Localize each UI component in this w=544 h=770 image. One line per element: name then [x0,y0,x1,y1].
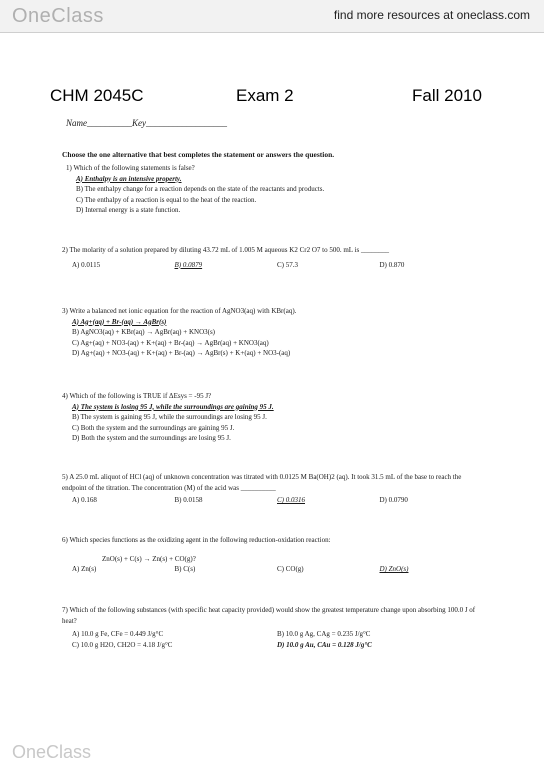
option-c: C) 10.0 g H2O, CH2O = 4.18 J/g°C [72,640,173,649]
reaction-equation: ZnO(s) + C(s) → Zn(s) + CO(g)? [102,554,196,563]
option-b: B) The enthalpy change for a reaction depends on the state of the reactants and products. [76,185,325,193]
option-b: B) C(s) [174,565,196,573]
option-d: D) Both the system and the surroundings are losing 95 J. [72,434,231,442]
option-a: A) 0.168 [72,496,97,504]
option-c: C) Ag+(aq) + NO3-(aq) + K+(aq) + Br-(aq) → AgBr(aq) + KNO3(aq) [72,338,269,347]
oneclass-logo[interactable]: OneClass [12,5,104,27]
option-a: A) The system is losing 95 J, while the surroundings are gaining 95 J. [72,402,274,411]
option-b: B) 0.0879 [174,260,203,269]
exam-title: Exam 2 [236,86,294,105]
option-b: B) 10.0 g Ag, CAg = 0.235 J/g°C [277,630,371,638]
option-c: C) The enthalpy of a reaction is equal to the heat of the reaction. [76,195,257,204]
option-d: D) Ag+(aq) + NO3-(aq) + K+(aq) + Br-(aq) → AgBr(s) + K+(aq) + NO3-(aq) [72,349,291,357]
question-stem: 6) Which species functions as the oxidizing agent in the following reduction-oxidation reaction: [62,536,331,544]
question-2 [62,245,482,270]
question-7 [62,605,482,650]
question-6 [62,535,482,575]
question-stem: 4) Which of the following is TRUE if ΔEsys = -95 J? [62,392,212,400]
option-c: C) Both the system and the surroundings are gaining 95 J. [72,423,235,432]
option-b: B) The system is gaining 95 J, while the surroundings are losing 95 J. [72,413,267,421]
option-d: D) 0.870 [379,260,405,269]
option-d: D) ZnO(s) [379,565,409,573]
instructions: Choose the one alternative that best completes the statement or answers the question. [62,150,335,159]
option-c: C) CO(g) [277,565,304,573]
option-a: A) Enthalpy is an intensive property. [76,174,182,183]
option-a: A) Ag+(aq) + Br-(aq) → AgBr(s) [72,317,167,326]
name-line: Name__________Key__________________ [66,118,227,128]
option-a: A) 0.0115 [72,260,101,269]
option-d: D) Internal energy is a state function. [76,206,181,214]
question-stem: 2) The molarity of a solution prepared by diluting 43.72 mL of 1.005 M aqueous K2 Cr2 O7 to 500. mL is ________ [62,246,389,254]
option-b: B) AgNO3(aq) + KBr(aq) → AgBr(aq) + KNO3(s) [72,328,216,336]
footer-logo: OneClass [12,742,92,762]
option-d: D) 0.0790 [379,496,408,504]
option-c: C) 0.0316 [277,496,305,504]
option-a: A) Zn(s) [72,565,97,573]
option-b: B) 0.0158 [174,496,203,504]
question-3 [62,306,482,359]
site-header [0,0,544,33]
question-stem: 3) Write a balanced net ionic equation for the reaction of AgNO3(aq) with KBr(aq). [62,307,297,315]
option-a: A) 10.0 g Fe, CFe = 0.449 J/g°C [72,630,164,638]
question-stem: 1) Which of the following statements is false? [66,164,195,172]
course-code: CHM 2045C [50,86,144,105]
option-c: C) 57.3 [277,260,298,269]
question-stem: 7) Which of the following substances (with specific heat capacity provided) would show the greatest temperature change upon absorbing 100.0 J of heat? [62,606,476,625]
question-5 [62,472,482,506]
question-4 [62,391,482,444]
site-tagline[interactable]: find more resources at oneclass.com [333,8,530,22]
question-1 [66,163,486,216]
option-d: D) 10.0 g Au, CAu = 0.128 J/g°C [277,640,372,649]
exam-term: Fall 2010 [412,86,482,105]
question-stem: 5) A 25.0 mL aliquot of HCl (aq) of unknown concentration was titrated with 0.0125 M Ba(OH)2 (aq). It took 31.5 mL of the base to reach the endpoint of the titration. The concentration (M) of the acid was __________ [62,473,462,492]
